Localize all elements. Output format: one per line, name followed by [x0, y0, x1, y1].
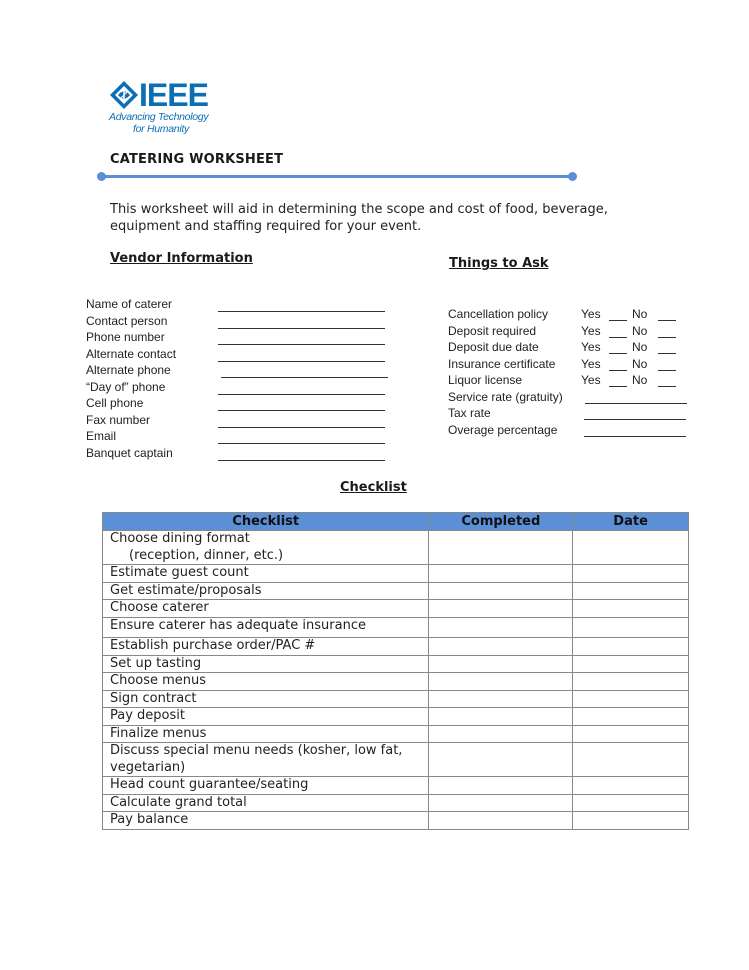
yes-blank[interactable] — [609, 386, 627, 387]
date-cell[interactable] — [573, 617, 689, 638]
completed-cell[interactable] — [429, 743, 573, 777]
title-divider — [102, 175, 574, 178]
field-blank-line[interactable] — [218, 328, 385, 329]
task-cell — [103, 531, 429, 565]
checklist-table — [102, 512, 689, 830]
date-cell[interactable] — [573, 673, 689, 691]
column-header-checklist: Checklist — [103, 513, 429, 531]
completed-cell[interactable] — [429, 794, 573, 812]
page-title: CATERING WORKSHEET — [110, 152, 284, 167]
vendor-info-heading: Vendor Information — [110, 251, 253, 266]
yes-blank[interactable] — [609, 370, 627, 371]
completed-cell[interactable] — [429, 673, 573, 691]
column-header-completed: Completed — [429, 513, 573, 531]
completed-cell[interactable] — [429, 690, 573, 708]
date-cell[interactable] — [573, 777, 689, 795]
yes-label: Yes — [581, 324, 601, 338]
table-row — [103, 725, 689, 743]
yes-blank[interactable] — [609, 337, 627, 338]
field-label: “Day of” phone — [86, 380, 166, 394]
task-cell: Estimate guest count — [103, 565, 429, 583]
table-header-row — [103, 513, 689, 531]
field-label: Email — [86, 429, 117, 443]
field-blank-line[interactable] — [218, 410, 385, 411]
divider-dot-left — [97, 172, 106, 181]
column-header-date: Date — [573, 513, 689, 531]
field-label: Alternate phone — [86, 363, 171, 377]
task-cell: Choose menus — [103, 673, 429, 691]
logo-wordmark: IEEE — [139, 77, 208, 113]
completed-cell[interactable] — [429, 777, 573, 795]
ask-label: Deposit required — [448, 324, 537, 338]
yes-blank[interactable] — [609, 353, 627, 354]
task-cell: Get estimate/proposals — [103, 582, 429, 600]
field-blank-line[interactable] — [218, 427, 385, 428]
field-blank-line[interactable] — [584, 436, 686, 437]
date-cell[interactable] — [573, 582, 689, 600]
yes-label: Yes — [581, 357, 601, 371]
no-blank[interactable] — [658, 386, 676, 387]
ask-label: Tax rate — [448, 406, 491, 420]
field-blank-line[interactable] — [218, 344, 385, 345]
table-row — [103, 600, 689, 618]
checklist-heading: Checklist — [340, 480, 407, 495]
ask-label: Liquor license — [448, 373, 523, 387]
task-cell: Set up tasting — [103, 655, 429, 673]
table-row — [103, 655, 689, 673]
date-cell[interactable] — [573, 638, 689, 656]
field-blank-line[interactable] — [584, 419, 686, 420]
table-row — [103, 531, 689, 565]
completed-cell[interactable] — [429, 617, 573, 638]
date-cell[interactable] — [573, 690, 689, 708]
completed-cell[interactable] — [429, 708, 573, 726]
field-label: Banquet captain — [86, 446, 173, 460]
table-row — [103, 673, 689, 691]
date-cell[interactable] — [573, 531, 689, 565]
completed-cell[interactable] — [429, 582, 573, 600]
task-cell: Discuss special menu needs (kosher, low fat, vegetarian) — [103, 743, 429, 777]
ask-label: Overage percentage — [448, 423, 558, 437]
no-label: No — [632, 307, 648, 321]
ieee-logo — [109, 77, 219, 140]
field-blank-line[interactable] — [218, 361, 385, 362]
table-row — [103, 743, 689, 777]
completed-cell[interactable] — [429, 655, 573, 673]
divider-dot-right — [568, 172, 577, 181]
no-label: No — [632, 340, 648, 354]
ieee-diamond-icon — [109, 80, 139, 110]
table-row — [103, 617, 689, 638]
field-blank-line[interactable] — [218, 460, 385, 461]
table-row — [103, 638, 689, 656]
field-blank-line[interactable] — [221, 377, 388, 378]
field-label: Name of caterer — [86, 297, 173, 311]
date-cell[interactable] — [573, 725, 689, 743]
task-label: Choose dining format — [110, 531, 250, 546]
completed-cell[interactable] — [429, 565, 573, 583]
task-cell: Sign contract — [103, 690, 429, 708]
no-label: No — [632, 324, 648, 338]
yes-label: Yes — [581, 307, 601, 321]
table-row — [103, 582, 689, 600]
field-label: Fax number — [86, 413, 151, 427]
yes-label: Yes — [581, 340, 601, 354]
date-cell[interactable] — [573, 565, 689, 583]
date-cell[interactable] — [573, 708, 689, 726]
task-cell: Choose caterer — [103, 600, 429, 618]
field-blank-line[interactable] — [218, 394, 385, 395]
date-cell[interactable] — [573, 812, 689, 830]
table-row — [103, 777, 689, 795]
ask-label: Insurance certificate — [448, 357, 556, 371]
task-cell: Calculate grand total — [103, 794, 429, 812]
completed-cell[interactable] — [429, 725, 573, 743]
no-blank[interactable] — [658, 370, 676, 371]
no-blank[interactable] — [658, 320, 676, 321]
yes-label: Yes — [581, 373, 601, 387]
task-cell: Pay balance — [103, 812, 429, 830]
intro-paragraph: This worksheet will aid in determining the scope and cost of food, beverage, equipment and staffing required for your event. — [110, 202, 608, 234]
table-row — [103, 708, 689, 726]
yes-blank[interactable] — [609, 320, 627, 321]
no-blank[interactable] — [658, 353, 676, 354]
no-label: No — [632, 357, 648, 371]
task-cell: Ensure caterer has adequate insurance — [103, 617, 429, 638]
completed-cell[interactable] — [429, 812, 573, 830]
date-cell[interactable] — [573, 743, 689, 777]
table-row — [103, 794, 689, 812]
field-blank-line[interactable] — [218, 311, 385, 312]
logo-tagline: Advancing Technology — [109, 111, 209, 123]
date-cell[interactable] — [573, 600, 689, 618]
date-cell[interactable] — [573, 655, 689, 673]
field-blank-line[interactable] — [218, 443, 385, 444]
task-cell: Pay deposit — [103, 708, 429, 726]
ask-label: Service rate (gratuity) — [448, 390, 563, 404]
ask-label: Deposit due date — [448, 340, 539, 354]
field-label: Phone number — [86, 330, 165, 344]
field-label: Contact person — [86, 314, 168, 328]
completed-cell[interactable] — [429, 531, 573, 565]
no-label: No — [632, 373, 648, 387]
things-to-ask-heading: Things to Ask — [449, 256, 549, 271]
ask-label: Cancellation policy — [448, 307, 549, 321]
table-row — [103, 812, 689, 830]
completed-cell[interactable] — [429, 600, 573, 618]
field-blank-line[interactable] — [585, 403, 687, 404]
no-blank[interactable] — [658, 337, 676, 338]
field-label: Cell phone — [86, 396, 144, 410]
logo-tagline-2: for Humanity — [133, 123, 189, 135]
task-cell: Finalize menus — [103, 725, 429, 743]
task-label-detail: (reception, dinner, etc.) — [129, 547, 284, 563]
table-row — [103, 565, 689, 583]
task-cell: Head count guarantee/seating — [103, 777, 429, 795]
field-label: Alternate contact — [86, 347, 177, 361]
completed-cell[interactable] — [429, 638, 573, 656]
date-cell[interactable] — [573, 794, 689, 812]
table-row — [103, 690, 689, 708]
task-cell: Establish purchase order/PAC # — [103, 638, 429, 656]
